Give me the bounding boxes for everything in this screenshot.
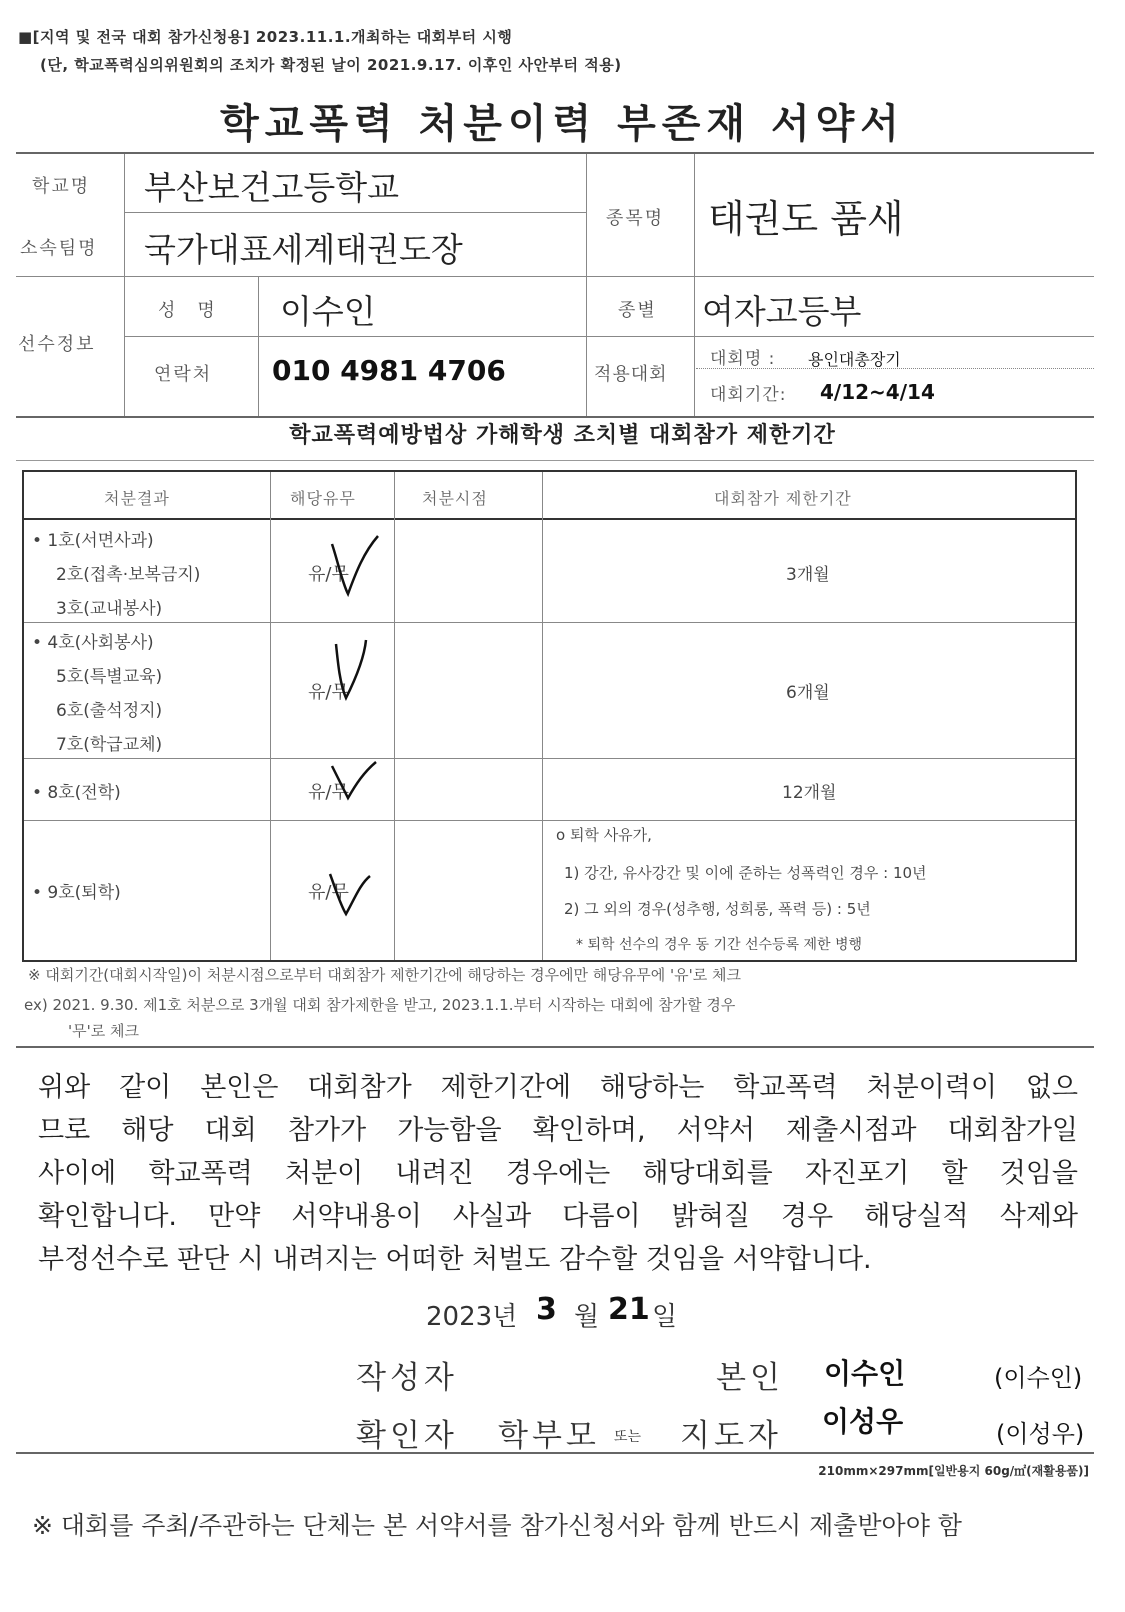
player-info-table — [16, 152, 1094, 418]
player-info-label: 선수정보 — [18, 334, 96, 355]
row2-yn: 유/무 — [308, 682, 349, 703]
date-month-unit: 월 — [574, 1302, 600, 1332]
header-period: 대회참가 제한기간 — [714, 489, 852, 508]
contact-value: 010 4981 4706 — [272, 354, 506, 387]
paper-spec: 210mm×297mm[일반용지 60g/㎡(재활용품)] — [818, 1464, 1089, 1478]
row2-period: 6개월 — [786, 683, 830, 703]
date-day: 21 — [608, 1292, 650, 1327]
header-result: 처분결과 — [104, 489, 170, 508]
note-line-3: '무'로 체크 — [68, 1022, 139, 1040]
comp-period-value: 4/12~4/14 — [820, 380, 935, 404]
row2-item4: 7호(학급교체) — [56, 735, 163, 755]
comp-name-label: 대회명 : — [710, 349, 776, 369]
team-value: 국가대표세계태권도장 — [144, 230, 463, 269]
writer-label: 작성자 — [356, 1360, 458, 1396]
row2-item3: 6호(출석정지) — [56, 701, 163, 721]
row3-item1: • 8호(전학) — [32, 783, 121, 803]
applied-comp-label: 적용대회 — [594, 364, 668, 385]
row4-period-line4: * 퇴학 선수의 경우 동 기간 선수등록 제한 병행 — [576, 937, 863, 953]
guardian-label: 학부모 — [498, 1418, 600, 1454]
contact-label: 연락처 — [154, 364, 213, 385]
pledge-line-2: 므로 해당 대회 참가가 가능함을 확인하며, 서약서 제출시점과 대회참가일 — [38, 1115, 1078, 1146]
pledge-line-4: 확인합니다. 만약 서약내용이 사실과 다름이 밝혀질 경우 해당실적 삭제와 — [38, 1201, 1078, 1232]
comp-name-value: 용인대총장기 — [808, 350, 901, 369]
date-year: 2023년 — [426, 1302, 518, 1332]
row1-yn: 유/무 — [308, 564, 349, 585]
division-value: 여자고등부 — [702, 292, 862, 331]
note-line-2: ex) 2021. 9.30. 제1호 처분으로 3개월 대회 참가제한을 받고, 2023.1.1.부터 시작하는 대회에 참가할 경우 — [24, 996, 736, 1014]
coach-label: 지도자 — [680, 1418, 782, 1454]
row2-item1: • 4호(사회봉사) — [32, 633, 154, 653]
notice-line-2: (단, 학교폭력심의위원회의 조치가 확정된 날이 2021.9.17. 이후인 사안부터 적용) — [40, 56, 622, 74]
notice-line-1: ■[지역 및 전국 대회 참가신청용] 2023.11.1.개최하는 대회부터 시행 — [18, 28, 513, 46]
checkmark-row4 — [324, 864, 384, 924]
restriction-title: 학교폭력예방법상 가해학생 조치별 대회참가 제한기간 — [289, 423, 836, 448]
restriction-table — [22, 470, 1077, 962]
confirmer-name: 이성우 — [822, 1405, 904, 1438]
row1-item3: 3호(교내봉사) — [56, 599, 163, 619]
division-label: 종별 — [618, 300, 657, 321]
row4-period-line2: 1) 강간, 유사강간 및 이에 준하는 성폭력인 경우 : 10년 — [564, 864, 927, 882]
pledge-line-1: 위와 같이 본인은 대회참가 제한기간에 해당하는 학교폭력 처분이력이 없으 — [38, 1072, 1078, 1103]
comp-period-label: 대회기간: — [710, 385, 787, 405]
school-label: 학교명 — [32, 176, 91, 197]
row1-period: 3개월 — [786, 565, 830, 585]
or-label: 또는 — [614, 1429, 642, 1445]
row2-item2: 5호(특별교육) — [56, 667, 163, 687]
checkmark-row2 — [324, 638, 384, 708]
self-name: 이수인 — [824, 1357, 906, 1390]
header-applicable: 해당유무 — [290, 489, 356, 508]
row4-period-line3: 2) 그 외의 경우(성추행, 성희롱, 폭력 등) : 5년 — [564, 900, 871, 918]
confirmer-label: 확인자 — [356, 1418, 458, 1454]
pledge-line-5: 부정선수로 판단 시 내려지는 어떠한 처벌도 감수할 것임을 서약합니다. — [38, 1244, 872, 1275]
row3-yn: 유/무 — [308, 782, 349, 803]
confirmer-stamp: (이성우) — [996, 1420, 1085, 1448]
row4-yn: 유/무 — [308, 882, 349, 903]
document-title: 학교폭력 처분이력 부존재 서약서 — [220, 101, 905, 147]
name-value: 이수인 — [280, 292, 376, 331]
date-day-unit: 일 — [652, 1302, 678, 1332]
checkmark-row1 — [324, 532, 384, 602]
self-stamp: (이수인) — [994, 1364, 1083, 1392]
row4-period-line1: o 퇴학 사유가, — [556, 826, 652, 844]
row4-item1: • 9호(퇴학) — [32, 883, 121, 903]
event-value: 태권도 품새 — [708, 197, 904, 241]
date-month: 3 — [536, 1292, 557, 1327]
team-label: 소속팀명 — [20, 238, 98, 259]
note-line-1: ※ 대회기간(대회시작일)이 처분시점으로부터 대회참가 제한기간에 해당하는 경우에만 해당유무에 '유'로 체크 — [28, 966, 741, 984]
self-label: 본인 — [716, 1360, 784, 1396]
footer-note: ※ 대회를 주최/주관하는 단체는 본 서약서를 참가신청서와 함께 반드시 제출받아야 함 — [32, 1511, 962, 1540]
header-time: 처분시점 — [422, 489, 488, 508]
pledge-line-3: 사이에 학교폭력 처분이 내려진 경우에는 해당대회를 자진포기 할 것임을 — [38, 1158, 1078, 1189]
school-value: 부산보건고등학교 — [144, 168, 400, 207]
event-label: 종목명 — [606, 208, 665, 229]
pledge-text — [38, 1066, 1078, 1281]
checkmark-row3 — [324, 760, 384, 810]
row3-period: 12개월 — [782, 783, 837, 803]
row1-item2: 2호(접촉·보복금지) — [56, 565, 201, 585]
name-label: 성 명 — [158, 300, 217, 321]
row1-item1: • 1호(서면사과) — [32, 531, 154, 551]
